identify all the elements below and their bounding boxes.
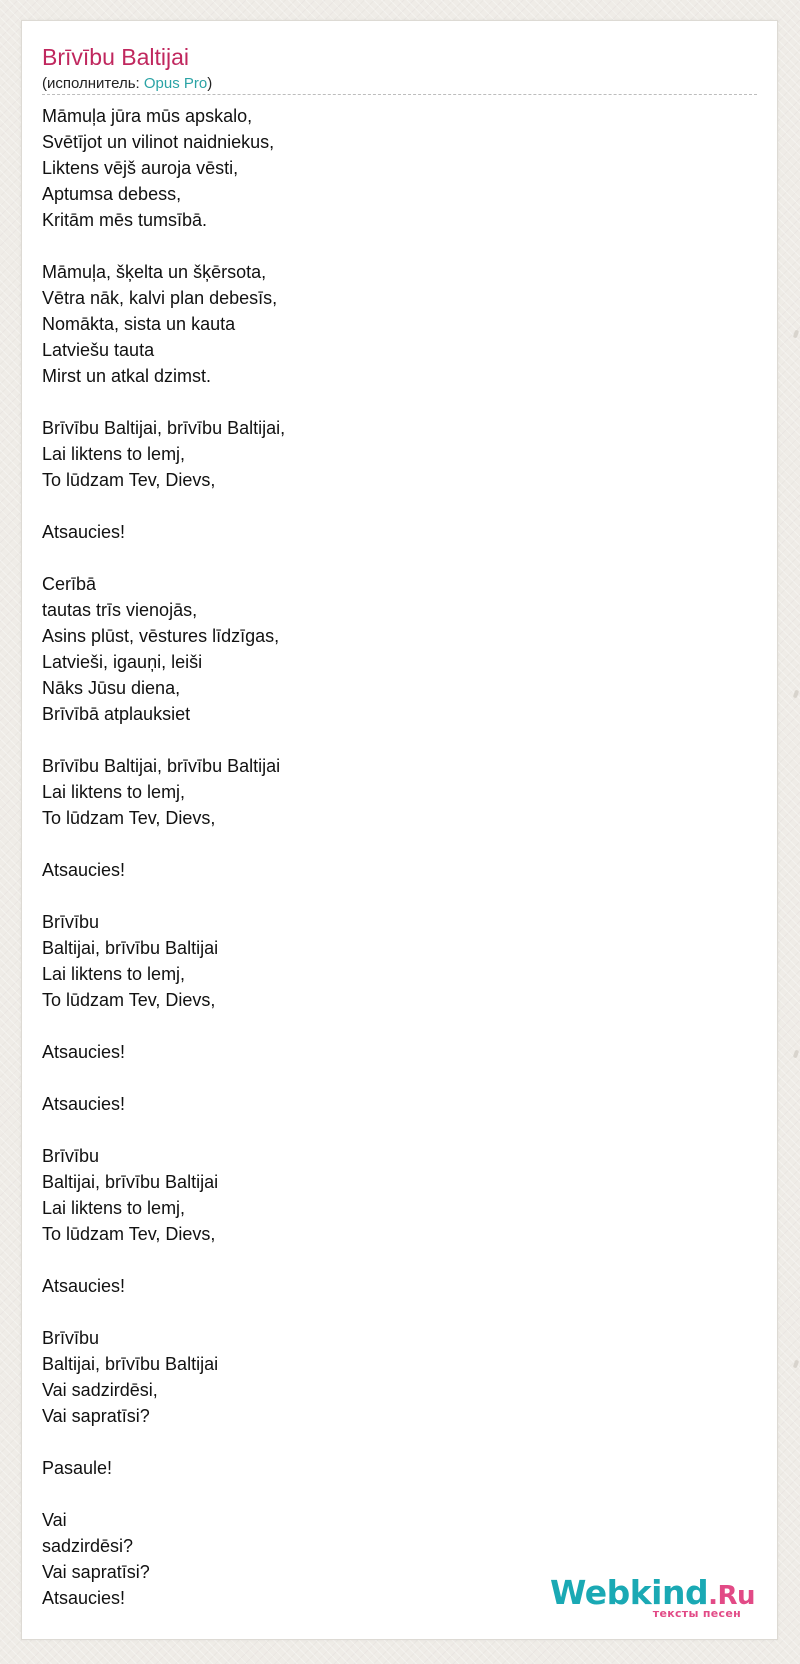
lyrics-line: Māmuļa, šķelta un šķērsota, [42, 262, 267, 282]
performer-link[interactable]: Opus Pro [143, 75, 208, 92]
lyrics-line: Cerībā [42, 574, 97, 594]
lyrics-blank-line [42, 727, 285, 753]
song-title: Brīvību Baltijai [42, 44, 190, 70]
lyrics-blank-line [42, 883, 285, 909]
lyrics-line: Pasaule! [42, 1458, 113, 1478]
lyrics-line: Asins plūst, vēstures līdzīgas, [42, 626, 280, 646]
lyrics-line: Vētra nāk, kalvi plan debesīs, [42, 288, 278, 308]
lyrics-line: Atsaucies! [42, 1588, 126, 1608]
lyrics-blank-line [42, 1247, 285, 1273]
lyrics-line: Lai liktens to lemj, [42, 1198, 186, 1218]
lyrics-line: Atsaucies! [42, 1276, 126, 1296]
page-decoration [793, 690, 799, 699]
lyrics-line: Vai sadzirdēsi, [42, 1380, 158, 1400]
lyrics-line: Aptumsa debess, [42, 184, 182, 204]
lyrics-line: Nomākta, sista un kauta [42, 314, 236, 334]
lyrics-line: Brīvību Baltijai, brīvību Baltijai, [42, 418, 286, 438]
lyrics-line: Brīvību [42, 1328, 100, 1348]
lyrics-blank-line [42, 1013, 285, 1039]
lyrics-line: Atsaucies! [42, 1094, 126, 1114]
page-decoration [793, 330, 799, 339]
lyrics-line: Latviešu tauta [42, 340, 155, 360]
lyrics-line: Brīvību [42, 912, 100, 932]
lyrics-blank-line [42, 545, 285, 571]
lyrics-line: Kritām mēs tumsībā. [42, 210, 208, 230]
lyrics-blank-line [42, 233, 285, 259]
logo-main-text: Webkind [549, 1573, 709, 1612]
lyrics-text [42, 103, 285, 1611]
performer-prefix: (исполнитель: [42, 75, 144, 92]
lyrics-line: Atsaucies! [42, 860, 126, 880]
lyrics-line: Māmuļa jūra mūs apskalo, [42, 106, 253, 126]
lyrics-line: Brīvību [42, 1146, 100, 1166]
lyrics-line: To lūdzam Tev, Dievs, [42, 470, 216, 490]
lyrics-blank-line [42, 1299, 285, 1325]
lyrics-card [21, 20, 778, 1640]
lyrics-line: Lai liktens to lemj, [42, 964, 186, 984]
lyrics-blank-line [42, 1429, 285, 1455]
lyrics-line: Lai liktens to lemj, [42, 444, 186, 464]
lyrics-line: Baltijai, brīvību Baltijai [42, 1354, 219, 1374]
lyrics-line: Brīvību Baltijai, brīvību Baltijai [42, 756, 281, 776]
lyrics-blank-line [42, 1117, 285, 1143]
lyrics-blank-line [42, 1065, 285, 1091]
lyrics-line: sadzirdēsi? [42, 1536, 134, 1556]
lyrics-line: Vai sapratīsi? [42, 1406, 150, 1426]
lyrics-line: Atsaucies! [42, 522, 126, 542]
lyrics-line: Nāks Jūsu diena, [42, 678, 181, 698]
page-decoration [793, 1360, 799, 1369]
lyrics-line: Vai [42, 1510, 67, 1530]
lyrics-line: Brīvībā atplauksiet [42, 704, 191, 724]
lyrics-line: To lūdzam Tev, Dievs, [42, 990, 216, 1010]
lyrics-line: Svētījot un vilinot naidniekus, [42, 132, 275, 152]
lyrics-line: Baltijai, brīvību Baltijai [42, 938, 219, 958]
performer-line [42, 74, 212, 94]
lyrics-line: Baltijai, brīvību Baltijai [42, 1172, 219, 1192]
lyrics-blank-line [42, 1481, 285, 1507]
lyrics-blank-line [42, 831, 285, 857]
lyrics-line: Liktens vējš auroja vēsti, [42, 158, 239, 178]
lyrics-line: Vai sapratīsi? [42, 1562, 150, 1582]
performer-suffix: ) [207, 75, 213, 92]
lyrics-line: Lai liktens to lemj, [42, 782, 186, 802]
webkind-logo[interactable] [549, 1573, 755, 1623]
lyrics-line: Atsaucies! [42, 1042, 126, 1062]
lyrics-blank-line [42, 389, 285, 415]
logo-tagline: тексты песен [652, 1607, 741, 1620]
title-divider [42, 94, 757, 95]
lyrics-blank-line [42, 493, 285, 519]
lyrics-line: tautas trīs vienojās, [42, 600, 198, 620]
lyrics-line: Mirst un atkal dzimst. [42, 366, 212, 386]
logo-suffix-text: .Ru [708, 1581, 755, 1611]
page-decoration [793, 1050, 799, 1059]
lyrics-line: Latvieši, igauņi, leiši [42, 652, 203, 672]
lyrics-line: To lūdzam Tev, Dievs, [42, 1224, 216, 1244]
lyrics-line: To lūdzam Tev, Dievs, [42, 808, 216, 828]
